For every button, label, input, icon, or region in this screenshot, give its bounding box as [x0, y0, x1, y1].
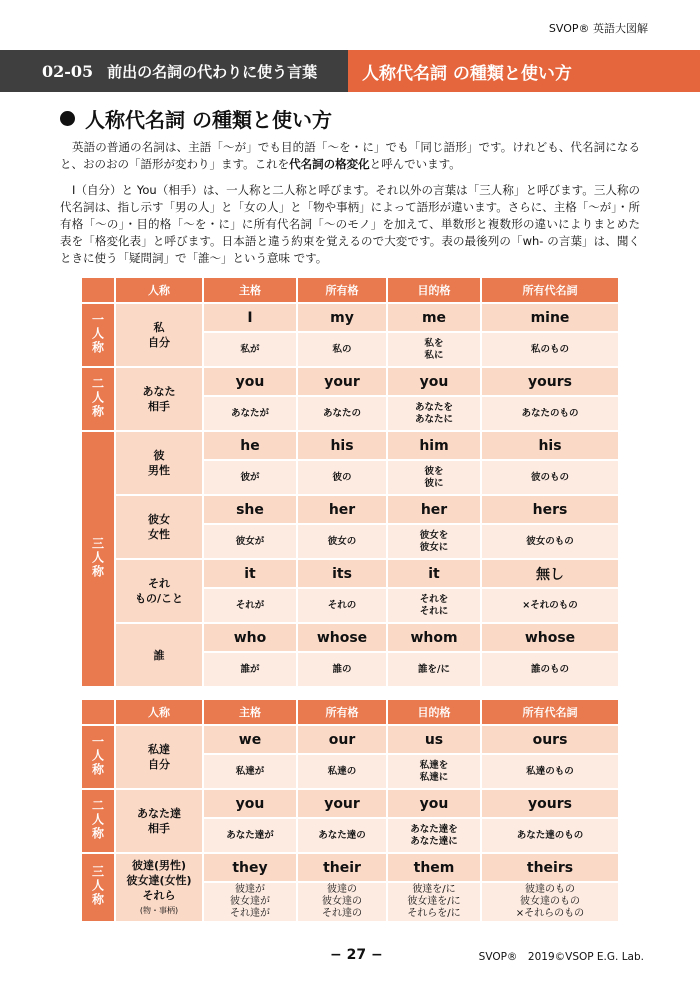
japanese-meaning [297, 818, 387, 853]
english-form: mine [481, 303, 619, 332]
english-form: theirs [481, 853, 619, 882]
header-object: 目的格 [387, 277, 481, 303]
japanese-meaning [203, 818, 297, 853]
person-label: それ [148, 577, 170, 590]
english-form: you [203, 367, 297, 396]
english-form: it [203, 559, 297, 588]
english-form: yours [481, 789, 619, 818]
meaning-line: あなた達が [226, 829, 274, 841]
english-form: your [297, 789, 387, 818]
person-label: 自分 [148, 336, 170, 349]
meaning-line: 私のもの [530, 343, 569, 355]
header-person: 人称 [115, 277, 203, 303]
english-form: his [481, 431, 619, 460]
japanese-meaning [481, 396, 619, 431]
japanese-meaning [387, 460, 481, 495]
para1-text-c: と呼んでいます。 [369, 157, 461, 171]
japanese-meaning [203, 460, 297, 495]
japanese-meaning [203, 588, 297, 623]
person-group [81, 303, 115, 367]
japanese-meaning [387, 652, 481, 687]
table-row [81, 431, 619, 460]
japanese-meaning [481, 524, 619, 559]
person-group [81, 367, 115, 431]
meaning-line: ×それのもの [522, 599, 578, 611]
person-cell [115, 367, 203, 431]
english-form: 無し [481, 559, 619, 588]
english-form: they [203, 853, 297, 882]
header-blank [81, 277, 115, 303]
header-possessive-pronoun: 所有代名詞 [481, 699, 619, 725]
japanese-meaning [387, 332, 481, 367]
english-form: your [297, 367, 387, 396]
meaning-line: 彼達を/に [412, 884, 456, 895]
japanese-meaning [297, 524, 387, 559]
footer-copyright: SVOP® 2019©VSOP E.G. Lab. [478, 951, 644, 963]
person-cell [115, 789, 203, 853]
person-cell [115, 623, 203, 687]
meaning-line: 私が [240, 343, 260, 355]
japanese-meaning [387, 818, 481, 853]
english-form: him [387, 431, 481, 460]
english-form: whose [297, 623, 387, 652]
english-form: whom [387, 623, 481, 652]
person-cell [115, 495, 203, 559]
meaning-line: あなたの [322, 407, 361, 419]
meaning-line: あなたが [230, 407, 269, 419]
meaning-line: 彼達の [327, 884, 357, 895]
meaning-line: 彼女に [419, 541, 449, 553]
japanese-meaning [387, 882, 481, 922]
header-possessive: 所有格 [297, 699, 387, 725]
meaning-line: 彼達が [235, 884, 265, 895]
intro-paragraph-1 [60, 139, 640, 173]
person-label: 誰 [153, 648, 165, 662]
meaning-line: それに [419, 605, 449, 617]
meaning-line: それを [419, 593, 449, 605]
meaning-line: 彼女を [419, 529, 449, 541]
banner-topic: 人称代名詞 の種類と使い方 [348, 50, 700, 92]
person-label: 彼 [153, 449, 165, 462]
japanese-meaning [297, 588, 387, 623]
meaning-line: 誰が [240, 663, 260, 675]
table-row [81, 495, 619, 524]
meaning-line: ×それらのもの [515, 908, 585, 919]
japanese-meaning [387, 588, 481, 623]
person-label: それら [142, 888, 176, 902]
person-label: あなた [142, 385, 176, 398]
meaning-line: あなた達に [410, 835, 458, 847]
english-form: she [203, 495, 297, 524]
english-form: them [387, 853, 481, 882]
japanese-meaning [481, 652, 619, 687]
table-row [81, 303, 619, 332]
japanese-meaning [387, 754, 481, 789]
meaning-line: あなた達のもの [516, 829, 584, 841]
meaning-line: 誰のもの [530, 663, 569, 675]
person-group-label: 三人称 [90, 865, 105, 907]
table-row [81, 789, 619, 818]
header-brand: SVOP® 英語大図解 [548, 22, 648, 35]
meaning-line: 私達を [419, 759, 449, 771]
english-form: yours [481, 367, 619, 396]
english-form: our [297, 725, 387, 754]
meaning-line: それの [327, 599, 357, 611]
meaning-line: あなた達の [318, 829, 366, 841]
english-form: her [297, 495, 387, 524]
english-form: it [387, 559, 481, 588]
para1-text-a: 英語の普通の名詞は、主語「〜が」でも目的語「〜を・に」でも「同じ語形」です。けれども、代名詞に [72, 140, 617, 154]
person-cell [115, 303, 203, 367]
intro-paragraph-2 [60, 182, 640, 267]
person-label: 自分 [148, 758, 170, 771]
meaning-line: 彼女の [327, 535, 357, 547]
japanese-meaning [203, 396, 297, 431]
header-subject: 主格 [203, 699, 297, 725]
meaning-line: 彼達のもの [525, 884, 575, 895]
english-form: you [387, 367, 481, 396]
bullet-icon [60, 111, 75, 126]
section-banner [0, 50, 700, 92]
japanese-meaning [203, 882, 297, 922]
japanese-meaning [387, 396, 481, 431]
japanese-meaning [297, 332, 387, 367]
page-heading [60, 104, 332, 133]
person-label: 私 [153, 321, 165, 334]
japanese-meaning [481, 818, 619, 853]
table-row [81, 853, 619, 882]
person-label: 相手 [148, 400, 170, 413]
person-label: 彼達(男性) [131, 858, 187, 872]
person-label: 彼女達(女性) [126, 873, 192, 887]
english-form: his [297, 431, 387, 460]
person-group [81, 725, 115, 789]
english-form: hers [481, 495, 619, 524]
section-number: 02-05 [42, 61, 94, 81]
japanese-meaning [203, 652, 297, 687]
english-form: he [203, 431, 297, 460]
person-cell [115, 559, 203, 623]
person-label: 相手 [148, 822, 170, 835]
table-row [81, 623, 619, 652]
japanese-meaning [481, 754, 619, 789]
japanese-meaning [203, 524, 297, 559]
meaning-line: あなたを [414, 401, 453, 413]
person-label: (物・事柄) [139, 905, 179, 915]
header-possessive-pronoun: 所有代名詞 [481, 277, 619, 303]
para1-bold: 代名詞の格変化 [289, 157, 370, 171]
table-row [81, 725, 619, 754]
page-heading-text: 人称代名詞 の種類と使い方 [85, 108, 332, 132]
singular-pronoun-table [80, 276, 620, 688]
japanese-meaning [481, 882, 619, 922]
person-label: あなた達 [137, 807, 181, 820]
english-form: I [203, 303, 297, 332]
person-label: 彼女 [148, 513, 170, 526]
japanese-meaning [297, 754, 387, 789]
japanese-meaning [297, 396, 387, 431]
english-form: her [387, 495, 481, 524]
meaning-line: あなたに [414, 413, 453, 425]
meaning-line: 私の [332, 343, 352, 355]
para1-text-b: なると、おのおの「語形が変わり」ます。これを [60, 140, 641, 171]
person-label: 男性 [148, 464, 170, 477]
meaning-line: 彼の [332, 471, 352, 483]
meaning-line: 彼女達が [230, 896, 270, 907]
person-group-label: 二人称 [90, 376, 105, 419]
meaning-line: 誰を/に [418, 663, 450, 675]
header-object: 目的格 [387, 699, 481, 725]
meaning-line: 私達の [327, 765, 357, 777]
meaning-line: 彼女のもの [526, 535, 574, 547]
table-row [81, 559, 619, 588]
meaning-line: 誰の [332, 663, 352, 675]
header-subject: 主格 [203, 277, 297, 303]
english-form: their [297, 853, 387, 882]
meaning-line: 私達のもの [526, 765, 574, 777]
table-header-row [81, 699, 619, 725]
meaning-line: 私に [424, 349, 444, 361]
header-person: 人称 [115, 699, 203, 725]
english-form: who [203, 623, 297, 652]
meaning-line: 彼女達の [322, 896, 362, 907]
person-label: 女性 [148, 528, 170, 541]
plural-pronoun-table [80, 698, 620, 923]
meaning-line: それ達の [322, 908, 362, 919]
meaning-line: 彼女達のもの [520, 896, 580, 907]
japanese-meaning [297, 882, 387, 922]
english-form: ours [481, 725, 619, 754]
meaning-line: あなたのもの [521, 407, 579, 419]
meaning-line: 彼を [424, 465, 444, 477]
english-form: me [387, 303, 481, 332]
para2-text: I（自分）と You（相手）は、一人称と二人称と呼びます。それ以外の言葉は「三人称」と呼びます。三人称の代名詞は、指し示す「男の人」と「女の人」と「物や事柄」によって語形が違います。さらに、主格「〜が」・所有格「〜の」・目的格「〜を・に」に所有代名詞「〜のモノ」を加えて、単数形と複数形の違いによりまとめた表を「格変化表」と呼びます。日本語と違う約束を覚えるので大変です。表の最後列の「wh- の言葉」は、聞くときに使う「疑問詞」で「誰〜」という意味 です。 [60, 183, 640, 265]
meaning-line: それらを/に [407, 908, 461, 919]
meaning-line: 私を [424, 337, 444, 349]
meaning-line: あなた達を [410, 823, 458, 835]
japanese-meaning [481, 460, 619, 495]
table-row [81, 367, 619, 396]
person-cell [115, 725, 203, 789]
japanese-meaning [481, 588, 619, 623]
english-form: you [203, 789, 297, 818]
person-group [81, 789, 115, 853]
meaning-line: 私達が [235, 765, 265, 777]
english-form: we [203, 725, 297, 754]
person-group-label: 一人称 [90, 312, 105, 355]
english-form: whose [481, 623, 619, 652]
meaning-line: それが [235, 599, 265, 611]
english-form: my [297, 303, 387, 332]
person-group [81, 431, 115, 687]
person-cell [115, 853, 203, 922]
header-possessive: 所有格 [297, 277, 387, 303]
section-title: 前出の名詞の代わりに使う言葉 [107, 62, 318, 81]
page-number: − 27 − [330, 947, 383, 963]
english-form: you [387, 789, 481, 818]
person-group-label: 一人称 [90, 734, 105, 777]
person-label: 私達 [148, 743, 170, 756]
person-group [81, 853, 115, 922]
japanese-meaning [203, 332, 297, 367]
meaning-line: 私達に [419, 771, 449, 783]
japanese-meaning [297, 460, 387, 495]
meaning-line: 彼が [240, 471, 260, 483]
header-blank [81, 699, 115, 725]
japanese-meaning [297, 652, 387, 687]
person-group-label: 三人称 [90, 536, 105, 579]
meaning-line: 彼女が [235, 535, 265, 547]
meaning-line: 彼女達を/に [407, 896, 461, 907]
english-form: us [387, 725, 481, 754]
person-label: もの/こと [134, 592, 184, 605]
english-form: its [297, 559, 387, 588]
meaning-line: それ達が [230, 908, 270, 919]
japanese-meaning [481, 332, 619, 367]
table-header-row [81, 277, 619, 303]
japanese-meaning [387, 524, 481, 559]
meaning-line: 彼のもの [530, 471, 569, 483]
person-group-label: 二人称 [90, 798, 105, 841]
person-cell [115, 431, 203, 495]
meaning-line: 彼に [424, 477, 444, 489]
japanese-meaning [203, 754, 297, 789]
banner-section [0, 50, 348, 92]
